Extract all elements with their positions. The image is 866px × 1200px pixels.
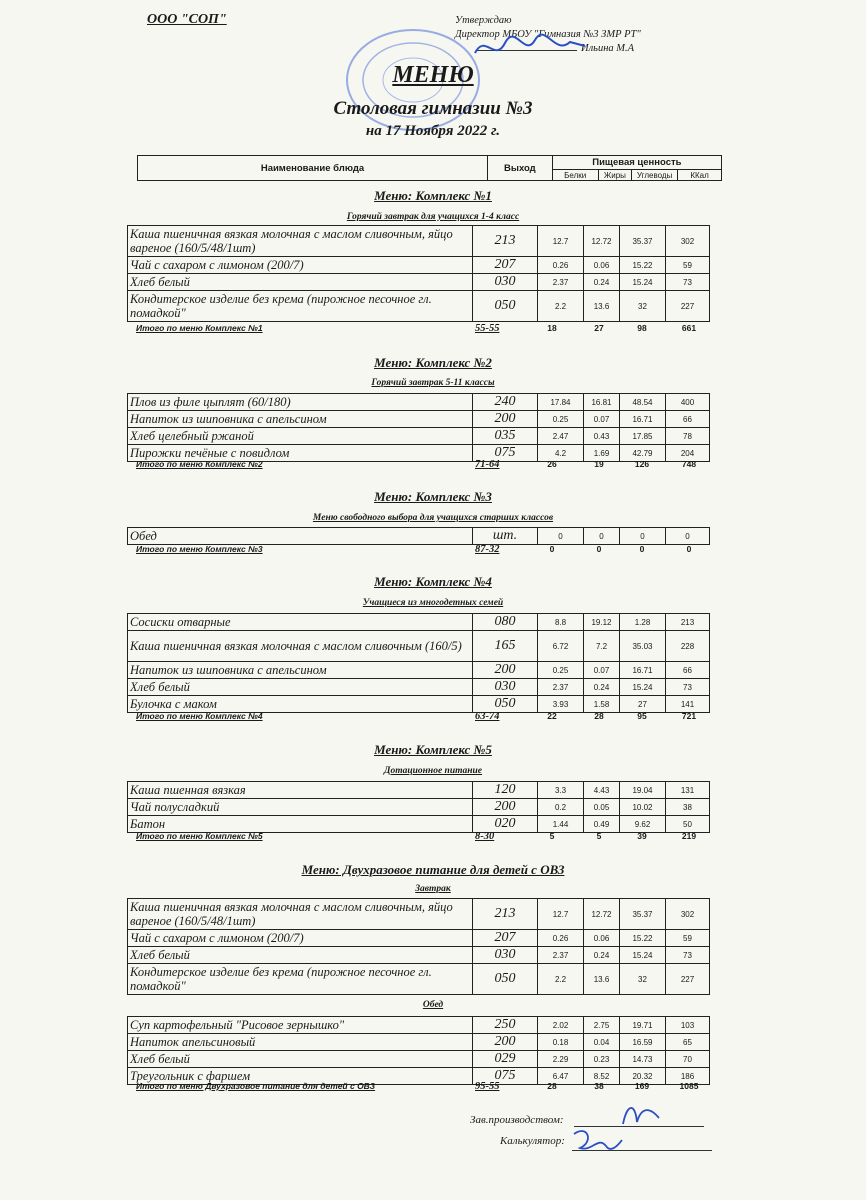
section-total (0, 323, 866, 337)
total-kcal: 748 (681, 459, 697, 469)
header-nutrition: Пищевая ценность (552, 156, 721, 170)
total-fat: 0 (596, 544, 602, 554)
table-row (128, 274, 710, 291)
section-title: Меню: Комплекс №5 (374, 742, 492, 757)
carbs-value: 35.37 (620, 899, 666, 930)
dish-output: 035 (473, 428, 538, 445)
fat-value: 0.06 (584, 257, 620, 274)
kcal-value: 38 (666, 799, 710, 816)
protein-value: 3.93 (538, 696, 584, 713)
carbs-value: 16.71 (620, 662, 666, 679)
fat-value: 0.24 (584, 679, 620, 696)
dish-output: 165 (473, 631, 538, 662)
total-output: 8-30 (475, 831, 495, 842)
carbs-value: 15.24 (620, 947, 666, 964)
kcal-value: 186 (666, 1068, 710, 1085)
protein-value: 4.2 (538, 445, 584, 462)
fat-value: 0.06 (584, 930, 620, 947)
total-protein: 22 (547, 711, 557, 721)
dish-output: 200 (473, 411, 538, 428)
table-row (128, 257, 710, 274)
kcal-value: 70 (666, 1051, 710, 1068)
dish-name: Сосиски отварные (128, 614, 473, 631)
dish-name: Батон (128, 816, 473, 833)
carbs-value: 35.37 (620, 226, 666, 257)
dish-name: Каша пшеничная вязкая молочная с маслом сливочным, яйцо вареное (160/5/48/1шт) (128, 899, 473, 930)
dish-name: Треугольник с фаршем (128, 1068, 473, 1085)
carbs-value: 17.85 (620, 428, 666, 445)
fat-value: 8.52 (584, 1068, 620, 1085)
carbs-value: 9.62 (620, 816, 666, 833)
section-total (0, 831, 866, 845)
table-row (128, 1051, 710, 1068)
total-output: 95-55 (475, 1081, 500, 1092)
group-subtitle: Завтрак (415, 884, 451, 894)
total-label: Итого по меню Комплекс №2 (136, 459, 263, 469)
fat-value: 0.49 (584, 816, 620, 833)
fat-value: 0.07 (584, 411, 620, 428)
total-protein: 5 (549, 831, 555, 841)
table-row (128, 782, 710, 799)
dish-output: 050 (473, 291, 538, 322)
section-title: Меню: Комплекс №2 (374, 355, 492, 370)
dish-name: Булочка с маком (128, 696, 473, 713)
dish-name: Напиток апельсиновый (128, 1034, 473, 1051)
dish-output: 020 (473, 816, 538, 833)
kcal-value: 73 (666, 679, 710, 696)
kcal-value: 141 (666, 696, 710, 713)
section-total (0, 1081, 866, 1095)
protein-value: 2.2 (538, 964, 584, 995)
dish-output: шт. (473, 528, 538, 545)
total-label: Итого по меню Комплекс №3 (136, 544, 263, 554)
dish-output: 050 (473, 964, 538, 995)
group-subtitle: Горячий завтрак 5-11 классы (371, 378, 495, 388)
total-carbs: 169 (634, 1081, 650, 1091)
total-fat: 38 (594, 1081, 604, 1091)
total-carbs: 95 (637, 711, 647, 721)
protein-value: 1.44 (538, 816, 584, 833)
carbs-value: 32 (620, 291, 666, 322)
fat-value: 13.6 (584, 291, 620, 322)
fat-value: 7.2 (584, 631, 620, 662)
dish-output: 029 (473, 1051, 538, 1068)
total-output: 63-74 (475, 711, 500, 722)
total-fat: 5 (596, 831, 602, 841)
total-fat: 19 (594, 459, 604, 469)
protein-value: 17.84 (538, 394, 584, 411)
dish-name: Кондитерское изделие без крема (пирожное песочное гл. помадкой" (128, 964, 473, 995)
kcal-value: 103 (666, 1017, 710, 1034)
total-label: Итого по меню Комплекс №1 (136, 323, 263, 333)
kcal-value: 131 (666, 782, 710, 799)
fat-value: 0.24 (584, 947, 620, 964)
menu-table (127, 898, 710, 995)
fat-value: 12.72 (584, 226, 620, 257)
dish-output: 240 (473, 394, 538, 411)
dish-name: Кондитерское изделие без крема (пирожное песочное гл. помадкой" (128, 291, 473, 322)
dish-output: 075 (473, 445, 538, 462)
dish-output: 207 (473, 257, 538, 274)
dish-name: Чай с сахаром с лимоном (200/7) (128, 257, 473, 274)
carbs-value: 14.73 (620, 1051, 666, 1068)
column-header (137, 155, 722, 181)
menu-table (127, 613, 710, 713)
group-subtitle: Меню свободного выбора для учащихся старших классов (312, 513, 554, 523)
table-row (128, 947, 710, 964)
dish-output: 207 (473, 930, 538, 947)
section-title: Меню: Комплекс №1 (374, 188, 492, 203)
dish-name: Каша пшенная вязкая (128, 782, 473, 799)
table-row (128, 662, 710, 679)
kcal-value: 0 (666, 528, 710, 545)
carbs-value: 19.71 (620, 1017, 666, 1034)
protein-value: 12.7 (538, 899, 584, 930)
total-label: Итого по меню Двухразовое питание для детей с ОВЗ (136, 1081, 376, 1091)
table-row (128, 930, 710, 947)
kcal-value: 65 (666, 1034, 710, 1051)
protein-value: 2.02 (538, 1017, 584, 1034)
table-row (128, 799, 710, 816)
page-title: МЕНЮ (392, 62, 474, 88)
table-row (128, 1017, 710, 1034)
approval-line2: Директор МБОУ "Гимназия №3 ЗМР РТ" (455, 29, 641, 40)
page-date: на 17 Ноября 2022 г. (365, 123, 501, 139)
fat-value: 0.04 (584, 1034, 620, 1051)
dish-name: Обед (128, 528, 473, 545)
dish-name: Чай с сахаром с лимоном (200/7) (128, 930, 473, 947)
dish-name: Чай полусладкий (128, 799, 473, 816)
page-subtitle: Столовая гимназии №3 (333, 98, 533, 119)
carbs-value: 32 (620, 964, 666, 995)
dish-name: Суп картофельный "Рисовое зернышко" (128, 1017, 473, 1034)
protein-value: 0.26 (538, 930, 584, 947)
group-subtitle: Горячий завтрак для учащихся 1-4 класс (346, 212, 520, 222)
fat-value: 2.75 (584, 1017, 620, 1034)
section-title: Меню: Двухразовое питание для детей с ОВЗ (301, 862, 565, 877)
production-label: Зав.производством: (470, 1114, 564, 1126)
group-subtitle: Обед (422, 1000, 444, 1010)
kcal-value: 59 (666, 930, 710, 947)
fat-value: 0.43 (584, 428, 620, 445)
protein-value: 0.2 (538, 799, 584, 816)
section-title: Меню: Комплекс №3 (374, 489, 492, 504)
menu-table (127, 527, 710, 545)
header-carbs: Углеводы (632, 170, 678, 181)
total-protein: 0 (549, 544, 555, 554)
total-protein: 28 (547, 1081, 557, 1091)
table-row (128, 528, 710, 545)
dish-output: 120 (473, 782, 538, 799)
dish-output: 030 (473, 679, 538, 696)
protein-value: 6.72 (538, 631, 584, 662)
fat-value: 19.12 (584, 614, 620, 631)
calculator-label: Калькулятор: (500, 1135, 565, 1147)
table-row (128, 411, 710, 428)
carbs-value: 15.22 (620, 930, 666, 947)
total-carbs: 39 (637, 831, 647, 841)
dish-name: Напиток из шиповника с апельсином (128, 411, 473, 428)
carbs-value: 48.54 (620, 394, 666, 411)
group-subtitle: Учащиеся из многодетных семей (362, 598, 504, 608)
table-row (128, 226, 710, 257)
table-row (128, 428, 710, 445)
carbs-value: 15.22 (620, 257, 666, 274)
total-fat: 28 (594, 711, 604, 721)
table-row (128, 899, 710, 930)
kcal-value: 73 (666, 947, 710, 964)
kcal-value: 302 (666, 899, 710, 930)
fat-value: 0.05 (584, 799, 620, 816)
protein-value: 0 (538, 528, 584, 545)
fat-value: 4.43 (584, 782, 620, 799)
protein-value: 2.37 (538, 274, 584, 291)
dish-output: 213 (473, 226, 538, 257)
total-protein: 26 (547, 459, 557, 469)
kcal-value: 66 (666, 662, 710, 679)
dish-name: Каша пшеничная вязкая молочная с маслом сливочным, яйцо вареное (160/5/48/1шт) (128, 226, 473, 257)
total-label: Итого по меню Комплекс №5 (136, 831, 263, 841)
dish-name: Хлеб белый (128, 947, 473, 964)
dish-name: Пирожки печёные с повидлом (128, 445, 473, 462)
fat-value: 13.6 (584, 964, 620, 995)
protein-value: 8.8 (538, 614, 584, 631)
protein-value: 0.26 (538, 257, 584, 274)
total-label: Итого по меню Комплекс №4 (136, 711, 263, 721)
total-kcal: 661 (681, 323, 697, 333)
carbs-value: 1.28 (620, 614, 666, 631)
dish-name: Хлеб белый (128, 679, 473, 696)
dish-name: Каша пшеничная вязкая молочная с маслом сливочным (160/5) (128, 631, 473, 662)
total-output: 71-64 (475, 459, 500, 470)
protein-value: 2.37 (538, 679, 584, 696)
protein-value: 0.25 (538, 662, 584, 679)
menu-table (127, 1016, 710, 1085)
dish-output: 080 (473, 614, 538, 631)
kcal-value: 50 (666, 816, 710, 833)
total-kcal: 1085 (679, 1081, 699, 1091)
protein-value: 6.47 (538, 1068, 584, 1085)
table-row (128, 394, 710, 411)
fat-value: 0.24 (584, 274, 620, 291)
dish-output: 075 (473, 1068, 538, 1085)
menu-table (127, 225, 710, 322)
total-protein: 18 (547, 323, 557, 333)
dish-name: Напиток из шиповника с апельсином (128, 662, 473, 679)
table-row (128, 816, 710, 833)
header-protein: Белки (552, 170, 598, 181)
total-carbs: 0 (639, 544, 645, 554)
section-total (0, 711, 866, 725)
section-total (0, 459, 866, 473)
fat-value: 0.07 (584, 662, 620, 679)
table-row (128, 696, 710, 713)
total-output: 55-55 (475, 323, 500, 334)
header-fat: Жиры (598, 170, 631, 181)
total-carbs: 126 (634, 459, 650, 469)
section-total (0, 544, 866, 558)
company-name: ООО "СОП" (147, 12, 227, 27)
menu-table (127, 393, 710, 462)
dish-name: Плов из филе цыплят (60/180) (128, 394, 473, 411)
carbs-value: 16.59 (620, 1034, 666, 1051)
kcal-value: 59 (666, 257, 710, 274)
carbs-value: 27 (620, 696, 666, 713)
header-output: Выход (487, 156, 552, 181)
header-kcal: ККал (678, 170, 722, 181)
dish-output: 030 (473, 947, 538, 964)
total-carbs: 98 (637, 323, 647, 333)
kcal-value: 66 (666, 411, 710, 428)
group-subtitle: Дотационное питание (383, 766, 483, 776)
total-output: 87-32 (475, 544, 500, 555)
kcal-value: 302 (666, 226, 710, 257)
dish-output: 213 (473, 899, 538, 930)
menu-table (127, 781, 710, 833)
calculator-signature (568, 1122, 628, 1156)
fat-value: 0 (584, 528, 620, 545)
table-row (128, 631, 710, 662)
kcal-value: 400 (666, 394, 710, 411)
protein-value: 2.29 (538, 1051, 584, 1068)
kcal-value: 213 (666, 614, 710, 631)
protein-value: 0.25 (538, 411, 584, 428)
dish-output: 200 (473, 799, 538, 816)
carbs-value: 0 (620, 528, 666, 545)
section-title: Меню: Комплекс №4 (374, 574, 492, 589)
dish-output: 200 (473, 1034, 538, 1051)
carbs-value: 16.71 (620, 411, 666, 428)
total-kcal: 219 (681, 831, 697, 841)
dish-name: Хлеб белый (128, 274, 473, 291)
kcal-value: 73 (666, 274, 710, 291)
table-row (128, 1034, 710, 1051)
carbs-value: 20.32 (620, 1068, 666, 1085)
fat-value: 1.58 (584, 696, 620, 713)
table-row (128, 291, 710, 322)
protein-value: 2.47 (538, 428, 584, 445)
kcal-value: 204 (666, 445, 710, 462)
approval-name: Ильина М.А (581, 43, 635, 54)
dish-output: 030 (473, 274, 538, 291)
carbs-value: 42.79 (620, 445, 666, 462)
dish-name: Хлеб целебный ржаной (128, 428, 473, 445)
kcal-value: 227 (666, 291, 710, 322)
protein-value: 3.3 (538, 782, 584, 799)
dish-output: 250 (473, 1017, 538, 1034)
header-name: Наименование блюда (138, 156, 488, 181)
protein-value: 2.37 (538, 947, 584, 964)
fat-value: 1.69 (584, 445, 620, 462)
table-row (128, 614, 710, 631)
protein-value: 0.18 (538, 1034, 584, 1051)
protein-value: 12.7 (538, 226, 584, 257)
protein-value: 2.2 (538, 291, 584, 322)
approval-line1: Утверждаю (455, 15, 512, 26)
dish-output: 050 (473, 696, 538, 713)
table-row (128, 679, 710, 696)
carbs-value: 15.24 (620, 274, 666, 291)
total-kcal: 721 (681, 711, 697, 721)
fat-value: 16.81 (584, 394, 620, 411)
carbs-value: 19.04 (620, 782, 666, 799)
total-kcal: 0 (686, 544, 692, 554)
dish-output: 200 (473, 662, 538, 679)
carbs-value: 35.03 (620, 631, 666, 662)
fat-value: 12.72 (584, 899, 620, 930)
carbs-value: 10.02 (620, 799, 666, 816)
total-fat: 27 (594, 323, 604, 333)
dish-name: Хлеб белый (128, 1051, 473, 1068)
kcal-value: 78 (666, 428, 710, 445)
table-row (128, 964, 710, 995)
kcal-value: 228 (666, 631, 710, 662)
fat-value: 0.23 (584, 1051, 620, 1068)
carbs-value: 15.24 (620, 679, 666, 696)
kcal-value: 227 (666, 964, 710, 995)
